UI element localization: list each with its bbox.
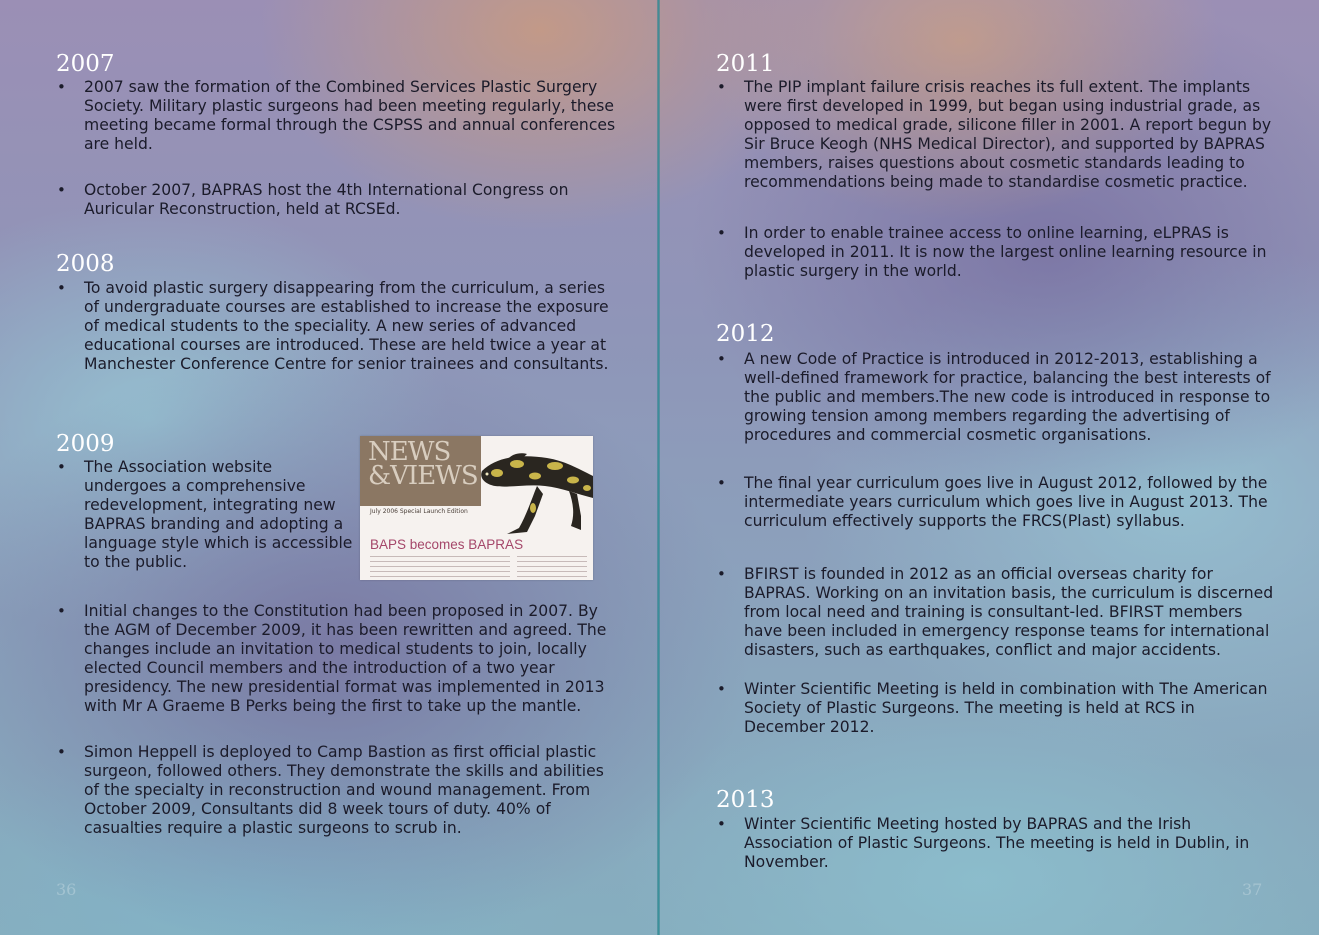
bullet-list-2009-website bbox=[56, 458, 356, 572]
year-heading-2009: 2009 bbox=[56, 431, 115, 457]
page-number: 37 bbox=[1242, 880, 1263, 899]
bullet-list-2011 bbox=[716, 78, 1276, 281]
list-item: • In order to enable trainee access to online learning, eLPRAS is developed in 2011. It is now the largest online learning resource in plastic surgery in the world. bbox=[716, 224, 1276, 281]
newsletter-body-text bbox=[370, 556, 510, 578]
right-page bbox=[660, 0, 1319, 935]
bullet-list-2012 bbox=[716, 350, 1276, 737]
list-item: • The Association website undergoes a comprehensive redevelopment, integrating new BAPRAS branding and adopting a language style which is accessible to the public. bbox=[56, 458, 356, 572]
list-item: • Simon Heppell is deployed to Camp Bastion as first official plastic surgeon, followed others. They demonstrate the skills and abilities of the specialty in reconstruction and wound management. From October 2009, Consultants did 8 week tours of duty. 40% of casualties require a plastic surgeons to scrub in. bbox=[56, 743, 616, 838]
list-item: • Winter Scientific Meeting is held in combination with The American Society of Plastic Surgeons. The meeting is held at RCS in December 2012. bbox=[716, 680, 1276, 737]
list-item: • The final year curriculum goes live in August 2012, followed by the intermediate years curriculum which goes live in August 2013. The curriculum effectively supports the FRCS(Plast) syllabus. bbox=[716, 474, 1276, 531]
list-item: • 2007 saw the formation of the Combined Services Plastic Surgery Society. Military plastic surgeons had been meeting regularly, these meeting became formal through the CSPSS and annual conferences are held. bbox=[56, 78, 616, 154]
salamander-illustration bbox=[477, 436, 593, 536]
list-item: • October 2007, BAPRAS host the 4th International Congress on Auricular Reconstruction, held at RCSEd. bbox=[56, 181, 616, 219]
newsletter-masthead-title bbox=[368, 437, 478, 491]
list-item: • BFIRST is founded in 2012 as an official overseas charity for BAPRAS. Working on an invitation basis, the curriculum is discerned from local need and training is consultant-led. BFIRST members have been included in emergency response teams for international disasters, such as earthquakes, conflict and major accidents. bbox=[716, 565, 1276, 660]
bullet-list-2013 bbox=[716, 815, 1276, 872]
list-item: • Initial changes to the Constitution had been proposed in 2007. By the AGM of December 2009, it has been rewritten and agreed. The changes include an invitation to medical students to join, locally elected Council members and the introduction of a two year presidency. The new presidential format was implemented in 2013 with Mr A Graeme B Perks being the first to take up the mantle. bbox=[56, 602, 616, 716]
masthead-line-2: &VIEWS bbox=[368, 461, 478, 491]
newsletter-edition: July 2006 Special Launch Edition bbox=[370, 508, 468, 515]
newsletter-cover-image bbox=[360, 436, 593, 580]
list-item: • A new Code of Practice is introduced in 2012-2013, establishing a well-defined framework for practice, balancing the best interests of the public and members.The new code is introduced in response to growing tension among members regarding the advertising of procedures and commercial cosmetic organisations. bbox=[716, 350, 1276, 445]
newsletter-headline: BAPS becomes BAPRAS bbox=[370, 537, 524, 552]
year-heading-2007: 2007 bbox=[56, 51, 115, 77]
year-heading-2013: 2013 bbox=[716, 787, 775, 813]
left-page bbox=[0, 0, 659, 935]
bullet-list-2007 bbox=[56, 78, 616, 219]
list-item: • To avoid plastic surgery disappearing from the curriculum, a series of undergraduate courses are established to increase the exposure of medical students to the speciality. A new series of advanced educational courses are introduced. These are held twice a year at Manchester Conference Centre for senior trainees and consultants. bbox=[56, 279, 616, 374]
year-heading-2008: 2008 bbox=[56, 251, 115, 277]
year-heading-2012: 2012 bbox=[716, 321, 775, 347]
page-number: 36 bbox=[56, 880, 77, 899]
newsletter-body-text bbox=[517, 556, 587, 578]
masthead-line-1: NEWS bbox=[368, 437, 451, 467]
year-heading-2011: 2011 bbox=[716, 51, 775, 77]
bullet-list-2009-more bbox=[56, 602, 616, 838]
list-item: • Winter Scientific Meeting hosted by BAPRAS and the Irish Association of Plastic Surgeons. The meeting is held in Dublin, in November. bbox=[716, 815, 1276, 872]
bullet-list-2008 bbox=[56, 279, 616, 374]
list-item: • The PIP implant failure crisis reaches its full extent. The implants were first developed in 1999, but began using industrial grade, as opposed to medical grade, silicone filler in 2001. A report begun by Sir Bruce Keogh (NHS Medical Director), and supported by BAPRAS members, raises questions about cosmetic standards leading to recommendations being made to standardise cosmetic practice. bbox=[716, 78, 1276, 192]
